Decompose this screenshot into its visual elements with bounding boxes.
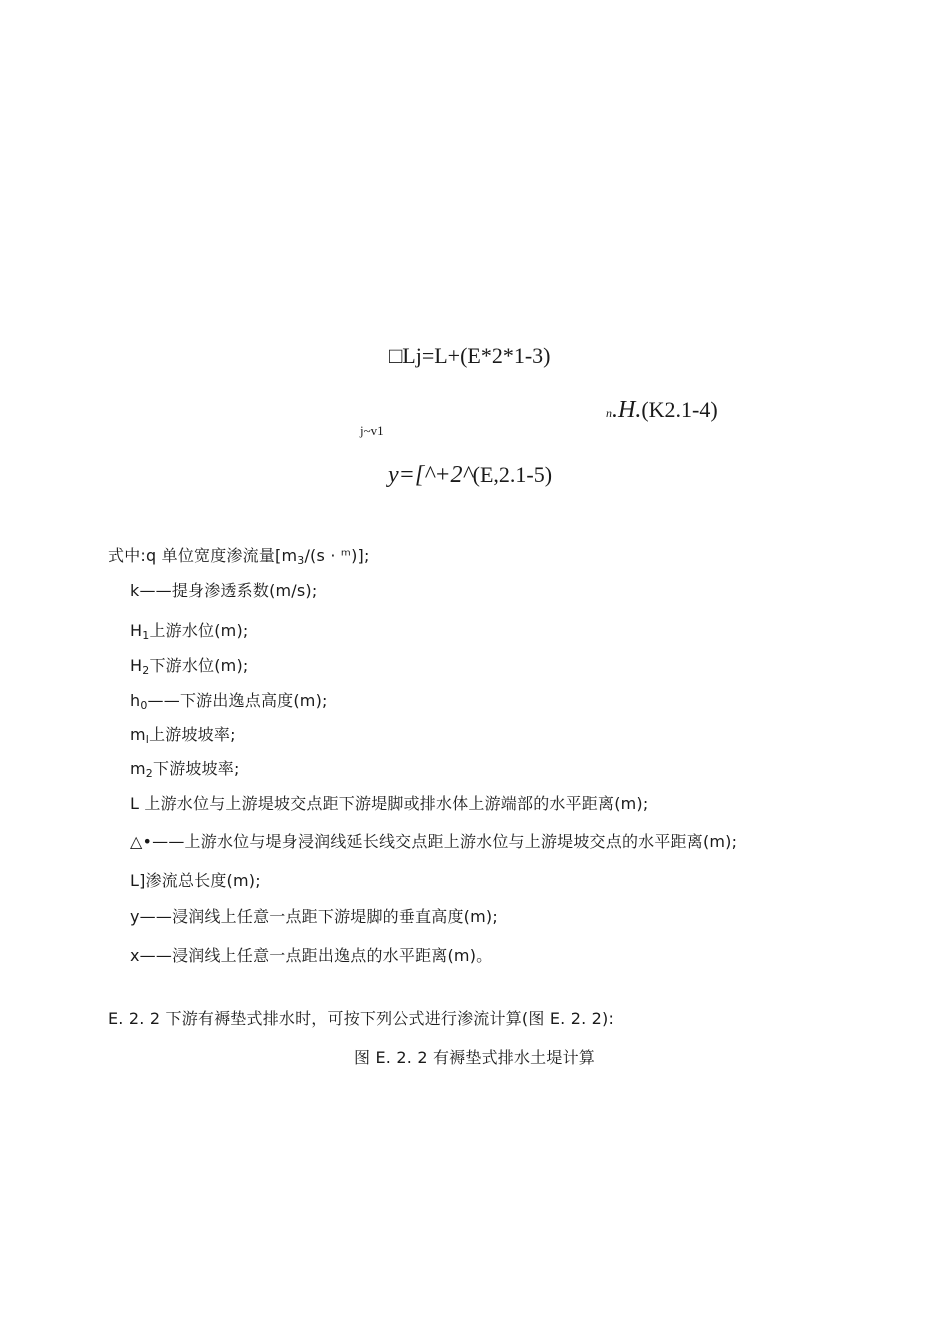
- definition-m2-text: 下游坡坡率;: [153, 759, 240, 778]
- definition-delta: △•——上游水位与堤身浸润线延长线交点距上游水位与上游堤坡交点的水平距离(m);: [130, 832, 738, 851]
- definition-h0-text: ——下游出逸点高度(m);: [147, 691, 328, 710]
- definition-h1-symbol: H: [130, 621, 143, 640]
- definition-y: y——浸润线上任意一点距下游堤脚的垂直高度(m);: [130, 907, 498, 926]
- definition-m2: [130, 756, 240, 780]
- definition-Lj: L]渗流总长度(m);: [130, 871, 261, 890]
- definition-h0-symbol: h: [130, 691, 141, 710]
- definition-h2-symbol: H: [130, 656, 143, 675]
- equation-e-2-1-5-italic: y=[^+2^: [388, 462, 473, 488]
- definition-intro: [108, 543, 370, 567]
- definition-L: L 上游水位与上游堤坡交点距下游堤脚或排水体上游端部的水平距离(m);: [130, 794, 649, 813]
- definition-h0-sub: 0: [140, 699, 148, 712]
- equation-e-2-1-4-prefix: n: [606, 406, 612, 420]
- equation-e-2-1-4: [606, 397, 718, 424]
- equation-e-2-1-5: [388, 462, 552, 489]
- equation-e-2-1-5-number: (E,2.1-5): [472, 462, 553, 487]
- definition-x: x——浸润线上任意一点距出逸点的水平距离(m)。: [130, 946, 493, 965]
- equation-e-2-1-4-italic: .H.: [612, 397, 642, 423]
- definition-m1-sub: l: [145, 733, 150, 746]
- definition-m1-symbol: m: [130, 725, 146, 744]
- definition-h1: [130, 618, 249, 642]
- definition-intro-text: 式中:q 单位宽度渗流量[m: [108, 546, 298, 565]
- definition-h1-sub: 1: [142, 629, 150, 642]
- definition-h1-text: 上游水位(m);: [149, 621, 249, 640]
- section-e-2-2-text: E. 2. 2 下游有褥垫式排水时，可按下列公式进行渗流计算(图 E. 2. 2):: [108, 1009, 615, 1028]
- definition-m2-symbol: m: [130, 759, 146, 778]
- equation-e-2-1-3-text: □Lj=L+(E*2*1-3): [389, 343, 551, 368]
- definition-intro-tail: /(s · ᵐ)];: [304, 546, 370, 565]
- definition-h2-sub: 2: [142, 664, 150, 677]
- equation-e-2-1-4-number: (K2.1-4): [641, 397, 718, 422]
- definition-k: k——提身渗透系数(m/s);: [130, 581, 318, 600]
- definition-h0: [130, 688, 328, 712]
- definition-m1: [130, 722, 236, 746]
- figure-caption: 图 E. 2. 2 有褥垫式排水土堤计算: [354, 1048, 595, 1067]
- definition-intro-sub: 3: [297, 554, 305, 567]
- definition-m2-sub: 2: [145, 767, 153, 780]
- definition-h2: [130, 653, 249, 677]
- equation-e-2-1-3: [389, 343, 551, 369]
- equation-note: j~v1: [360, 423, 384, 438]
- definition-h2-text: 下游水位(m);: [149, 656, 249, 675]
- definition-m1-text: 上游坡坡率;: [149, 725, 236, 744]
